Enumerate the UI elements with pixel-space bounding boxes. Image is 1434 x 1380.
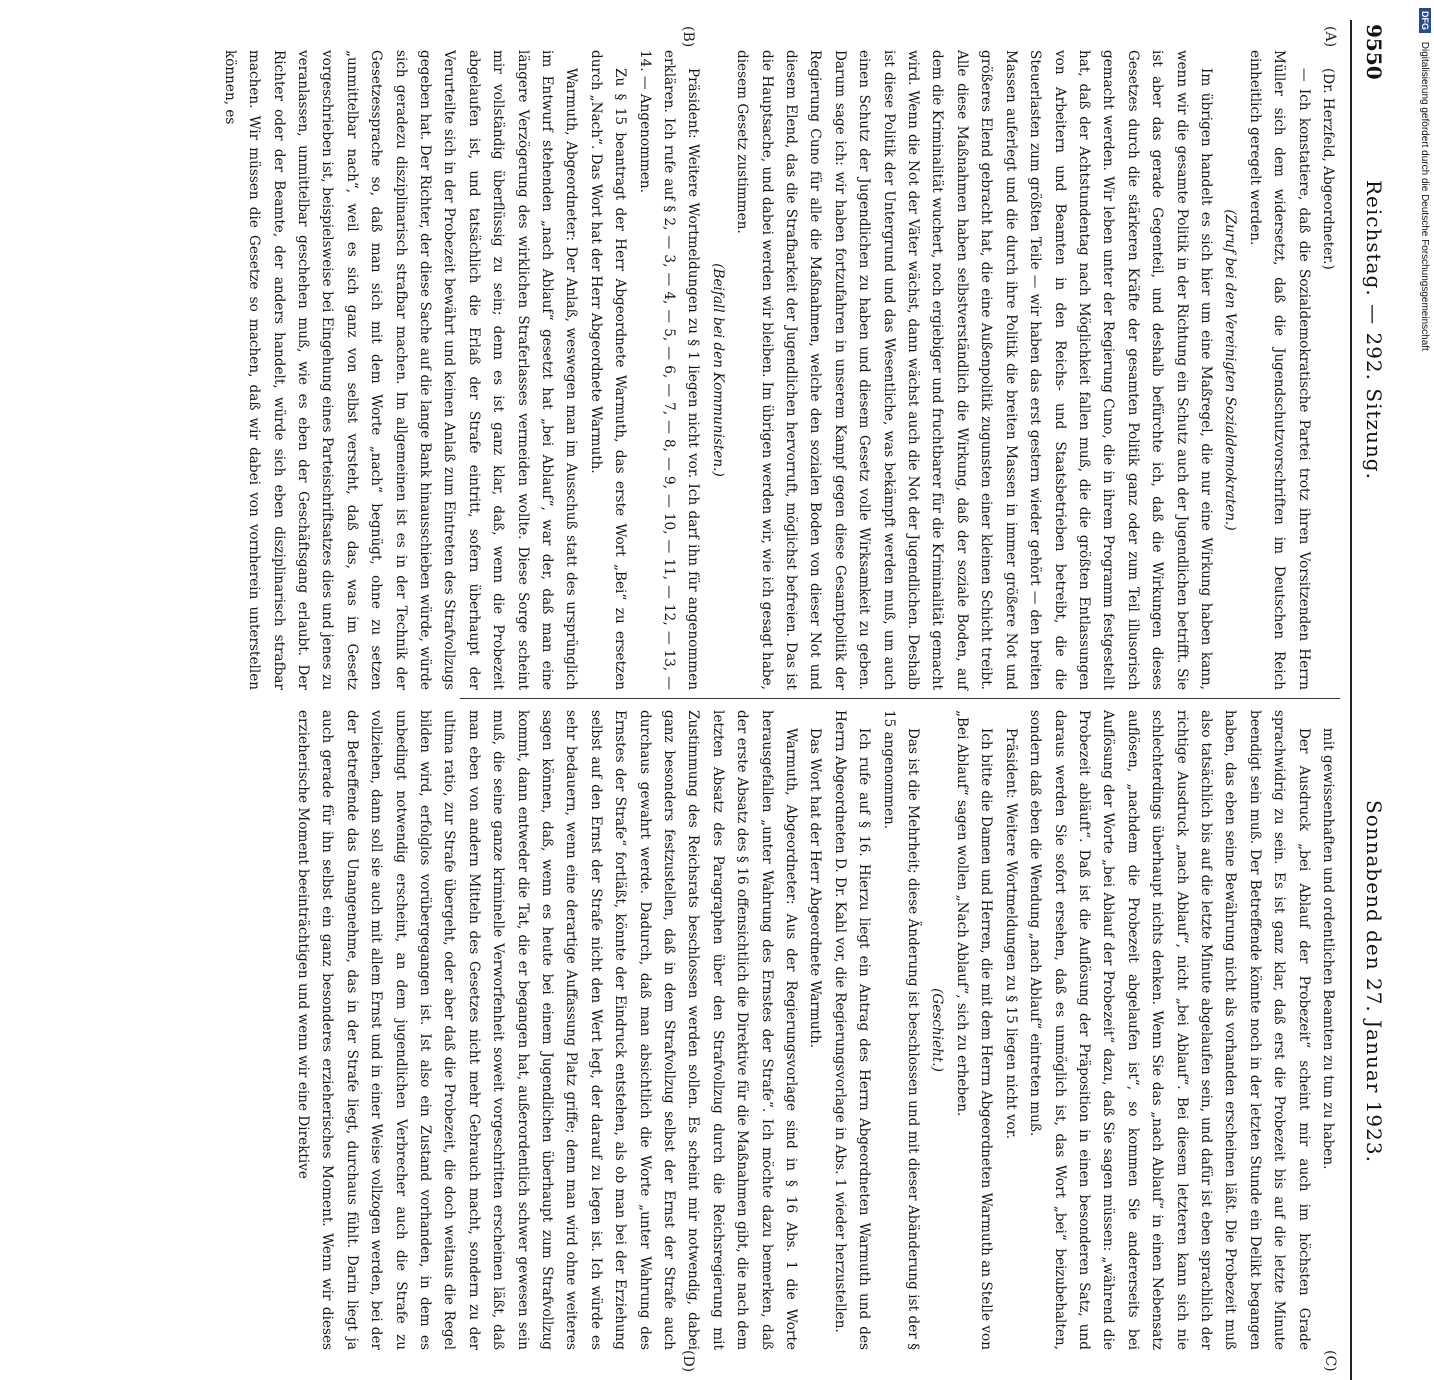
page-number: 9550 bbox=[1362, 24, 1386, 80]
paragraph: Der Ausdruck „bei Ablauf der Probezeit“ scheint mir auch im höchsten Grade sprachwidrig zu sein. Es ist ganz klar, daß erst die Probezeit bis auf die letzte Minute beendigt sein muß. Der Betreffende könnte noch in der letzten Stunde ein Delikt begangen haben, das eben seine Bewährung nicht als vorhanden erscheinen läßt. Die Probezeit muß also tatsächlich bis auf die letzte Minute abgelaufen sein, und dafür ist eben sprachlich der richtige Ausdruck „nach Ablauf“, nicht „bei Ablauf“. Bei diesem letzteren kann sich nie schlechterdings überhaupt nichts denken. Wenn Sie das „nach Ablauf“ in einen Nebensatz auflösen, „nachdem die Probezeit abgelaufen ist“, so kommen Sie andererseits bei Auflösung der Worte „bei Ablauf der Probezeit“ dazu, daß Sie sagen müssen: „während die Probezeit abläuft“. Daß ist die Auflösung der Präposition in einen besonderen Satz, und daraus werden Sie sofort ersehen, daß es unmöglich ist, das Wort „bei“ beizubehalten, sondern daß eben die Wendung „nach Ablauf“ eintreten muß. bbox=[1027, 710, 1312, 1350]
text-column-left bbox=[221, 50, 1340, 690]
credit-text: Digitalisierung gefördert durch die Deutsche Forschungsgemeinschaft bbox=[1419, 41, 1430, 351]
paragraph: Warmuth, Abgeordneter: Der Anlaß, weswegen man im Ausschuß statt des ursprünglich im Entwurf stehenden „nach Ablauf“ gesetzt hat „bei Ablauf“, war der, daß man eine längere Verzögerung des wirklichen Straferlasses vermeiden wollte. Diese Sorge scheint mir vollständig überflüssig zu sein; denn es ist ganz klar, daß, wenn die Probezeit abgelaufen ist, und tatsächlich die Erlaß der Strafe eintritt, sofern überhaupt der Verurteilte sich in der Probezeit bewährt und keinen Anlaß zum Eintreten des Strafvollzugs gegeben hat. Der Richter, der diese Sache auf die lange Bank hinausschieben würde, würde sich geradezu disziplinarisch strafbar machen. Im allgemeinen ist es in der Technik der Gesetzessprache so, daß man sich mit dem Worte „nach“ begnügt, ohne zu setzen „unmittelbar nach“, weil es sich ganz von selbst versteht, daß das, was im Gesetz vorgeschrieben ist, beispielsweise bei Eingehung eines Parteischriftsatzes dies und jenes zu veranlassen, unmittelbar geschehen muß, wie es eben der Geschäftsgang erlaubt. Der Richter oder der Beamte, der anders handelt, würde sich eben disziplinarisch strafbar machen. Wir müssen die Gesetze so machen, daß wir dabei von vornherein unterstellen können, es bbox=[221, 50, 580, 690]
paragraph: (Dr. Herzfeld, Abgeordneter.) bbox=[1320, 68, 1336, 270]
margin-letter-c: (C) bbox=[1322, 1350, 1338, 1372]
right-running-head: Sonnabend den 27. Januar 1923. bbox=[1362, 800, 1386, 1163]
paragraph: Präsident: Weitere Wortmeldungen zu § 1 liegen nicht vor. Ich darf ihn für angenommen erklären. Ich rufe auf § 2, — 3, — 4, — 5, — 6, — 7, — 8, — 9, — 10, — 11, — 12, — 13, — 14. — Angenommen. bbox=[636, 50, 702, 690]
dfg-logo: DFG bbox=[1419, 8, 1431, 33]
paragraph: Das ist die Mehrheit; diese Änderung ist beschlossen und mit dieser Abänderung ist der § 15 angenommen. bbox=[880, 710, 922, 1350]
interjection: (Zuruf bei den Vereinigten Sozialdemokraten.) bbox=[1222, 209, 1239, 531]
paragraph: Das Wort hat der Herr Abgeordnete Warmuth. bbox=[807, 728, 824, 1049]
paragraph: Ich rufe auf § 16. Hierzu liegt ein Antrag des Herrn Abgeordneten Warmuth und des Herrn Abgeordneten D. Dr. Kahl vor, die Regierungsvorlage in Abs. 1 wieder herzustellen. bbox=[831, 710, 873, 1350]
running-header bbox=[1350, 20, 1396, 1380]
paragraph: Warmuth, Abgeordneter: Aus der Regierungsvorlage sind in § 16 Abs. 1 die Worte herausgefallen „unter Wahrung des Ernstes der Strafe“. Ich möchte dazu bemerken, daß der erste Absatz des § 16 offensichtlich die Direktive für die Maßnahmen gibt, die nach dem letzten Absatz des Paragraphen über den Strafvollzug durch die Reichsregierung mit Zustimmung des Reichsrats beschlossen werden sollen. Es scheint mir notwendig, dabei ganz besonders festzustellen, daß in dem Strafvollzug selbst der Ernst der Strafe auch durchaus gewahrt werde. Dadurch, daß man absichtlich die Worte „unter Wahrung des Ernstes der Strafe“ fortläßt, könnte der Eindruck entstehen, als ob man bei der Erziehung selbst auf den Ernst der Strafe nicht den Wert legt, der darauf zu legen ist. Ich würde es sehr bedauern, wenn eine derartige Auffassung Platz griffe; denn man wird ohne weiteres sagen können, daß, wenn es heute bei einem Jugendlichen überhaupt zum Strafvollzug kommt, dann entweder die Tat, die er begangen hat, außerordentlich schwer gewesen sein muß, die seine ganze kriminelle Verworfenheit soweit vorgeschritten erscheinen läßt, daß man eben von andern Mitteln des Gesetzes nicht mehr Gebrauch macht, sondern zu der ultima ratio, zur Strafe übergeht, oder aber daß die Probezeit, die doch weitaus die Regel bilden wird, erfolglos vorübergegangen ist. Ist also ein Zustand vorhanden, in dem es unbedingt notwendig erscheint, an dem jugendlichen Verbrecher auch die Strafe zu vollziehen, dann soll sie auch mit allem Ernst und in einer Weise vollzogen werden, bei der der Betreffende das Unangenehme, das in der Strafe liegt, durchaus fühlt. Darin liegt ja auch gerade für ihn selbst ein ganz besonderes erzieherisches Moment. Wenn wir dieses erzieherische Moment beeinträchtigen und wenn wir eine Direktive bbox=[294, 710, 800, 1350]
digitization-credit-strip bbox=[1414, 8, 1434, 998]
paragraph: Ich bitte die Damen und Herren, die mit dem Herrn Abgeordneten Warmuth an Stelle von „Bei Ablauf“ sagen wollen „Nach Ablauf“, sich zu erheben. bbox=[953, 710, 995, 1350]
margin-letter-b: (B) bbox=[680, 26, 696, 48]
paragraph: Präsident: Weitere Wortmeldungen zu § 15 liegen nicht vor. bbox=[1002, 728, 1019, 1140]
paragraph: Im übrigen handelt es sich hier um eine Maßregel, die nur eine Wirkung haben kann, wenn wir die gesamte Politik in der Richtung ein Schutz auch der Jugendlichen betrifft. Sie ist aber das gerade Gegenteil, und deshalb befürchte ich, daß die Wirkungen dieses Gesetzes durch die stärkeren Kräfte der gesamten Politik ganz oder zum Teil illusorisch gemacht werden. Wir leben unter der Regierung Cuno, die in ihrem Programm festgestellt hat, daß der Achtstundentag nach Möglichkeit fallen muß, die die größten Entlassungen von Arbeitern und Beamten in den Reichs- und Staatsbetrieben betreibt, die die Steuerlasten zum größten Teile — wir haben das erst gestern wieder gehört — den breiten Massen auferlegt und die durch ihre Politik die breiten Massen in immer größere Not und größeres Elend gebracht hat, die eine Außenpolitik zugunsten einer kleinen Schicht treibt. Alle diese Maßnahmen haben selbstverständlich die Wirkung, daß der soziale Boden, auf dem die Kriminalität wuchert, noch ergiebiger und fruchtbarer für die Kriminalität gemacht wird. Wenn die Not der Väter wächst, dann wächst auch die Not der Jugendlichen. Deshalb ist diese Politik der Untergrund und das Wesentliche, was bekämpft werden muß, um auch einen Schutz der Jugendlichen zu haben und diesem Gesetz volle Wirksamkeit zu geben. Darum sage ich: wir haben fortzufahren in unserem Kampf gegen diese Gesamtpolitik der Regierung Cuno für alle die Maßnahmen, welche den sozialen Boden von dieser Not und diesem Elend, das die Strafbarkeit der Jugendlichen hervorruft, möglichst befreien. Das ist die Hauptsache, und dabei werden wir bleiben. Im übrigen werden wir, wie ich gesagt habe, diesem Gesetz zustimmen. bbox=[734, 50, 1214, 690]
text-column-right bbox=[294, 710, 1340, 1350]
margin-letter-d: (D) bbox=[680, 1350, 696, 1373]
margin-letter-a: (A) bbox=[1322, 26, 1338, 48]
paragraph: — Ich konstatiere, daß die Sozialdemokratische Partei trotz ihren Vorsitzenden Herrn Müller sich dem widersetzt, daß die Jugendschutzvorschriften im Deutschen Reich einheitlich geregelt werden. bbox=[1246, 50, 1312, 690]
rotated-document bbox=[36, 20, 1396, 1373]
interjection: (Beifall bei den Kommunisten.) bbox=[709, 263, 726, 477]
column-divider bbox=[460, 698, 1340, 699]
paragraph: mit gewissenhaften und ordentlichen Beamten zu tun zu haben. bbox=[1320, 728, 1336, 1170]
paragraph: Zu § 15 beantragt der Herr Abgeordnete Warmuth, das erste Wort „Bei“ zu ersetzen durch „Nach“. Das Wort hat der Herr Abgeordnete Warmuth. bbox=[587, 50, 629, 690]
interjection: (Geschieht.) bbox=[929, 988, 946, 1072]
left-running-head: Reichstag. — 292. Sitzung. bbox=[1362, 180, 1386, 480]
